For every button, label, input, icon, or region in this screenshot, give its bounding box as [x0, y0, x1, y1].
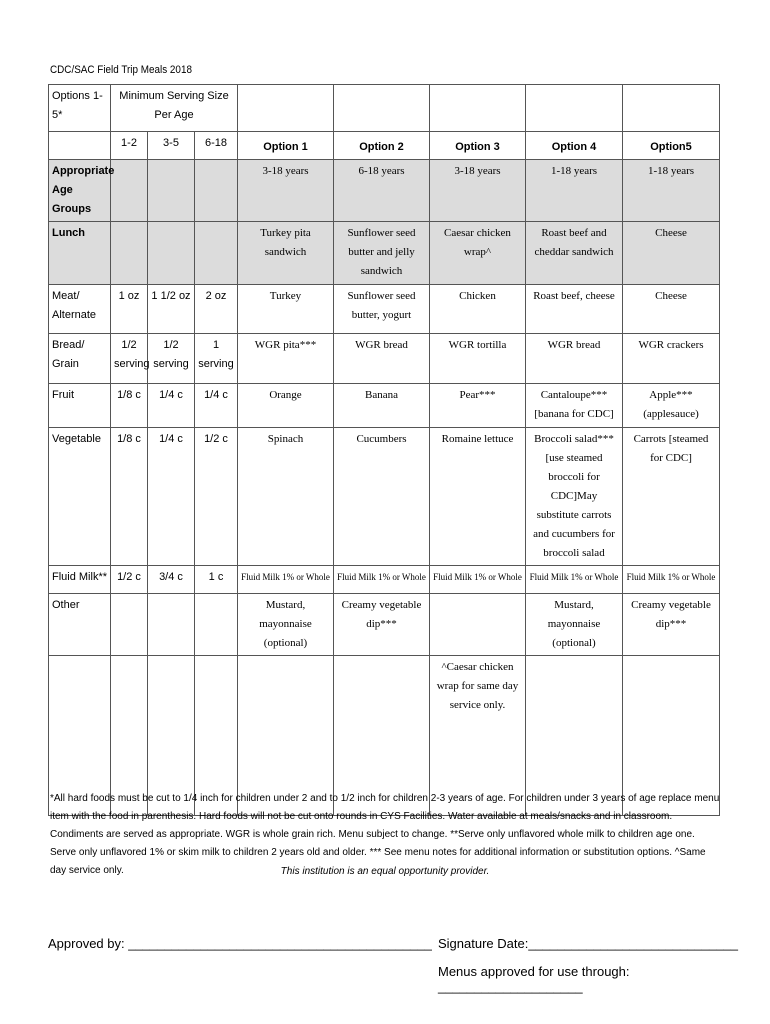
- option-cell: Carrots [steamed for CDC]: [623, 428, 720, 566]
- age-serving-cell: 1/2 serving: [148, 334, 195, 384]
- table-row: [49, 566, 720, 594]
- option-cell: Broccoli salad***[use steamed broccoli for CDC]May substitute carrots and cucumbers for broccoli salad: [526, 428, 623, 566]
- option-cell: Caesar chicken wrap^: [430, 222, 526, 285]
- option-cell: WGR bread: [334, 334, 430, 384]
- option-cell: WGR pita***: [238, 334, 334, 384]
- age-serving-cell: [148, 594, 195, 656]
- age-serving-cell: 1/4 c: [148, 384, 195, 428]
- option-cell: ^Caesar chicken wrap for same day service only.: [430, 656, 526, 816]
- option-cell: WGR tortilla: [430, 334, 526, 384]
- option-cell: Romaine lettuce: [430, 428, 526, 566]
- row-label: Lunch: [49, 222, 111, 285]
- age-serving-cell: 1 1/2 oz: [148, 285, 195, 334]
- table-row: [49, 334, 720, 384]
- option-cell: 6-18 years: [334, 160, 430, 222]
- empty-cell: [49, 132, 111, 160]
- row-label: Fluid Milk**: [49, 566, 111, 594]
- option-cell: WGR crackers: [623, 334, 720, 384]
- option-cell: Cucumbers: [334, 428, 430, 566]
- option-cell: [430, 594, 526, 656]
- row-label: Meat/ Alternate: [49, 285, 111, 334]
- option-cell: Creamy vegetable dip***: [623, 594, 720, 656]
- option-cell: Mustard, mayonnaise (optional): [238, 594, 334, 656]
- age-serving-cell: [148, 222, 195, 285]
- empty-cell: [430, 85, 526, 132]
- option-cell: 1-18 years: [623, 160, 720, 222]
- option-cell: Fluid Milk 1% or Whole: [526, 566, 623, 594]
- age-serving-cell: 1/2 serving: [111, 334, 148, 384]
- age-header: 3-5: [148, 132, 195, 160]
- age-serving-cell: 1 c: [195, 566, 238, 594]
- option-cell: Fluid Milk 1% or Whole: [334, 566, 430, 594]
- option-cell: Fluid Milk 1% or Whole: [430, 566, 526, 594]
- option-cell: Sunflower seed butter, yogurt: [334, 285, 430, 334]
- footnote: *All hard foods must be cut to 1/4 inch for children under 2 and to 1/2 inch for children 2-3 years of age. For children under 3 years of age replace menu item with the food in parenthesis. Hard foods will not be cut onto rounds in CYS Facilities. Water available at meals/snacks and in classroom. Condiments are served as appropriate. WGR is whole grain rich. Menu subject to change. **Serve only unflavored whole milk to children age one. Serve only unflavored 1% or skim milk to children 2 years old and older. *** See menu notes for additional information or substitution options. ^Same day service only.: [50, 793, 720, 876]
- table-row: [49, 285, 720, 334]
- age-serving-cell: [111, 594, 148, 656]
- option-cell: Cheese: [623, 222, 720, 285]
- age-header: 1-2: [111, 132, 148, 160]
- age-serving-cell: 1/8 c: [111, 428, 148, 566]
- age-serving-cell: 1/8 c: [111, 384, 148, 428]
- menu-table: [48, 84, 720, 816]
- age-serving-cell: 3/4 c: [148, 566, 195, 594]
- option-cell: Spinach: [238, 428, 334, 566]
- option-header: Option 1: [238, 132, 334, 160]
- age-serving-cell: [195, 594, 238, 656]
- row-label: Appropriate Age Groups: [49, 160, 111, 222]
- age-serving-cell: [148, 160, 195, 222]
- menus-approved-through-line: Menus approved for use through: ____________________: [438, 964, 630, 994]
- empty-cell: [526, 85, 623, 132]
- option-cell: 1-18 years: [526, 160, 623, 222]
- empty-cell: [238, 85, 334, 132]
- age-serving-cell: 1/4 c: [195, 384, 238, 428]
- header-row-top: [49, 85, 720, 132]
- header-row-ages: [49, 132, 720, 160]
- option-cell: Cheese: [623, 285, 720, 334]
- document-title: CDC/SAC Field Trip Meals 2018: [50, 64, 192, 76]
- approved-by-line: Approved by: __________________________________________: [48, 936, 432, 951]
- option-cell: Turkey pita sandwich: [238, 222, 334, 285]
- option-cell: Chicken: [430, 285, 526, 334]
- age-serving-cell: [111, 222, 148, 285]
- row-label: Fruit: [49, 384, 111, 428]
- row-label: Bread/ Grain: [49, 334, 111, 384]
- age-serving-cell: [111, 160, 148, 222]
- option-cell: Sunflower seed butter and jelly sandwich: [334, 222, 430, 285]
- age-serving-cell: [195, 222, 238, 285]
- option-cell: Cantaloupe*** [banana for CDC]: [526, 384, 623, 428]
- age-serving-cell: 1 serving: [195, 334, 238, 384]
- empty-cell: [623, 85, 720, 132]
- option-cell: WGR bread: [526, 334, 623, 384]
- option-cell: Pear***: [430, 384, 526, 428]
- option-header: Option5: [623, 132, 720, 160]
- option-cell: 3-18 years: [430, 160, 526, 222]
- equal-opportunity-statement: This institution is an equal opportunity provider.: [280, 866, 490, 877]
- option-cell: Roast beef, cheese: [526, 285, 623, 334]
- signature-date-line: Signature Date:_____________________________: [438, 936, 739, 951]
- row-label: Other: [49, 594, 111, 656]
- option-cell: Banana: [334, 384, 430, 428]
- options-label: Options 1-5*: [49, 85, 111, 132]
- option-cell: Apple*** (applesauce): [623, 384, 720, 428]
- age-header: 6-18: [195, 132, 238, 160]
- table-row: [49, 428, 720, 566]
- option-header: Option 3: [430, 132, 526, 160]
- option-cell: Roast beef and cheddar sandwich: [526, 222, 623, 285]
- option-cell: Mustard, mayonnaise (optional): [526, 594, 623, 656]
- table-row: [49, 222, 720, 285]
- option-cell: Orange: [238, 384, 334, 428]
- option-cell: 3-18 years: [238, 160, 334, 222]
- option-header: Option 4: [526, 132, 623, 160]
- empty-cell: [334, 85, 430, 132]
- option-cell: Fluid Milk 1% or Whole: [238, 566, 334, 594]
- age-serving-cell: 1/2 c: [195, 428, 238, 566]
- min-serving-label: Minimum Serving Size Per Age: [111, 85, 238, 132]
- option-cell: Creamy vegetable dip***: [334, 594, 430, 656]
- row-label: Vegetable: [49, 428, 111, 566]
- age-serving-cell: 1/2 c: [111, 566, 148, 594]
- age-serving-cell: [195, 160, 238, 222]
- age-serving-cell: 1 oz: [111, 285, 148, 334]
- option-cell: Fluid Milk 1% or Whole: [623, 566, 720, 594]
- table-row: [49, 384, 720, 428]
- option-header: Option 2: [334, 132, 430, 160]
- table-row: [49, 160, 720, 222]
- age-serving-cell: 2 oz: [195, 285, 238, 334]
- age-serving-cell: 1/4 c: [148, 428, 195, 566]
- table-row: [49, 594, 720, 656]
- option-cell: Turkey: [238, 285, 334, 334]
